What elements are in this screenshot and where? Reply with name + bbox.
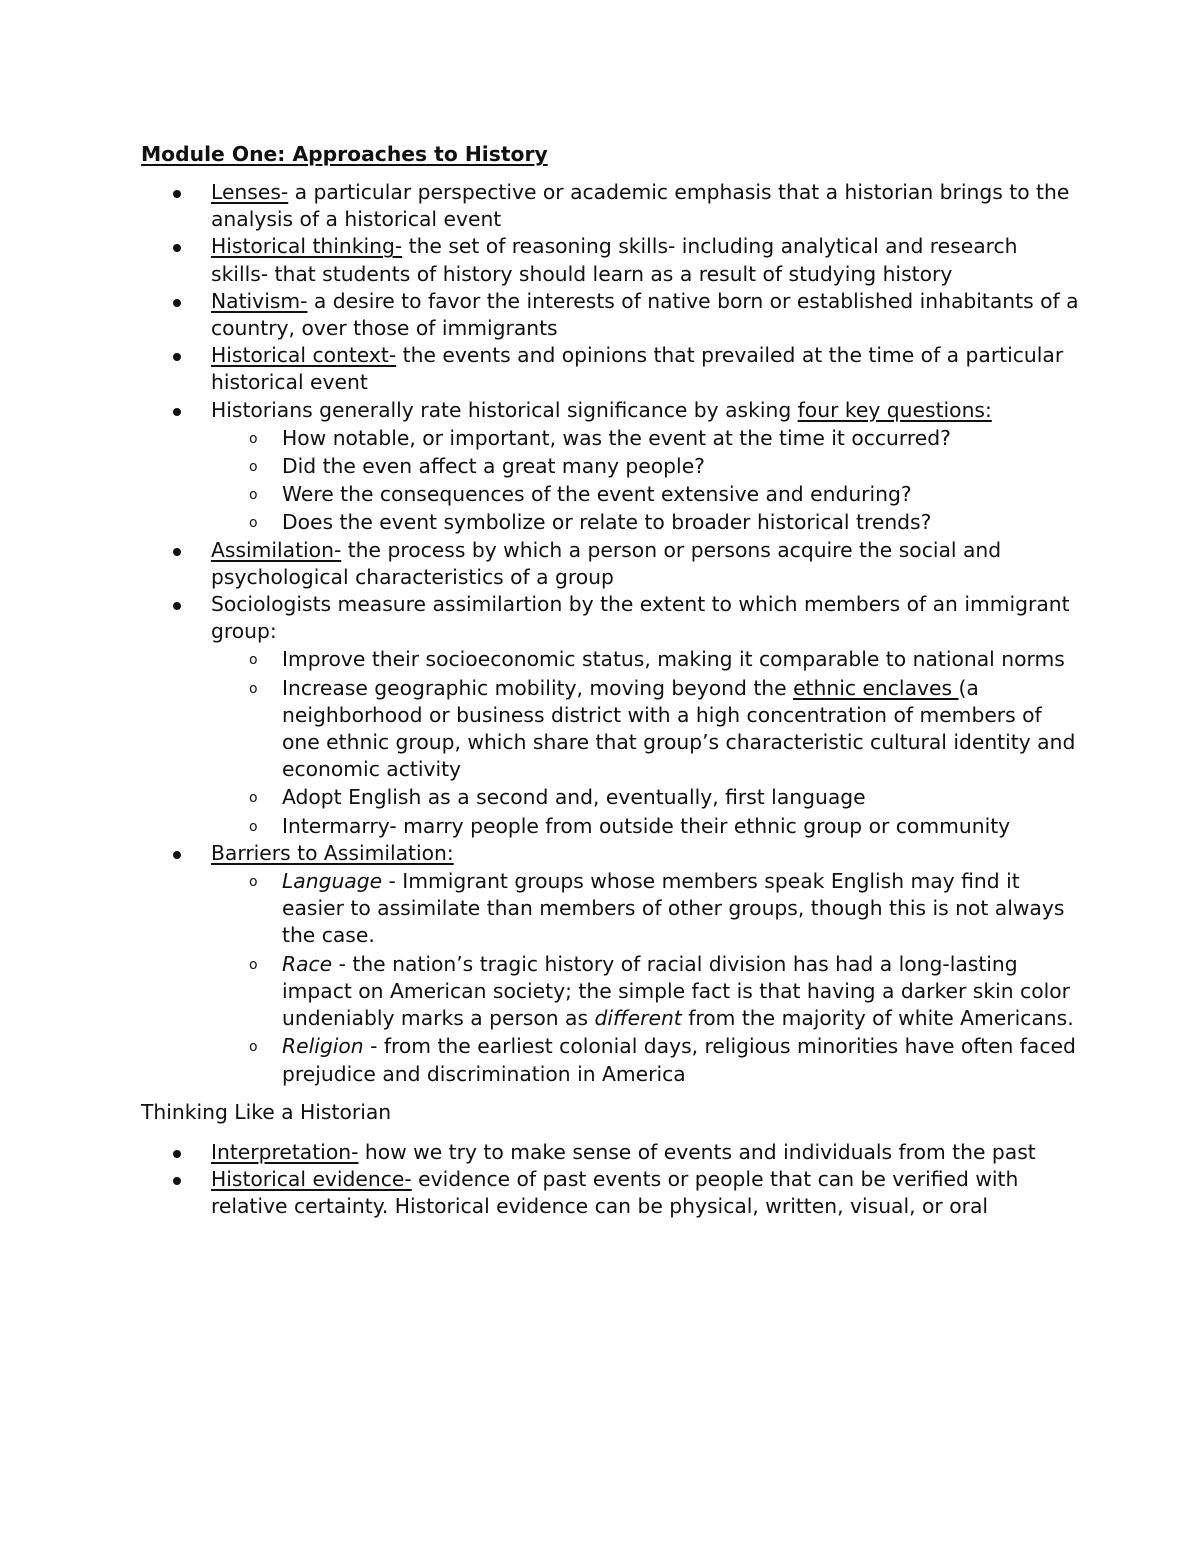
bullet-dot-icon: [173, 408, 181, 416]
bullet-dot-icon: [173, 1177, 181, 1185]
section-heading: Thinking Like a Historian: [141, 1099, 392, 1124]
bullet-dot-icon: [173, 548, 181, 556]
circle-bullet-icon: o: [249, 1039, 258, 1056]
bullet-dot-icon: [173, 299, 181, 307]
list-item: [141, 397, 1081, 537]
circle-bullet-icon: o: [249, 680, 258, 697]
sub-list: [211, 868, 1081, 1088]
definition: the process by which a person or persons acquire the social and psychological characteristics of a group: [211, 537, 1002, 589]
term: Barriers to Assimilation:: [211, 840, 454, 865]
bullet-dot-icon: [173, 1150, 181, 1158]
bullet-dot-icon: [173, 244, 181, 252]
sub-item: o Intermarry- marry people from outside their ethnic group or community: [211, 813, 1081, 840]
list-item: [141, 591, 1081, 840]
circle-bullet-icon: o: [249, 487, 258, 504]
circle-bullet-icon: o: [249, 515, 258, 532]
definition: evidence of past events or people that can be verified with relative certainty. Historical evidence can be physical, written, visual, or oral: [211, 1167, 1019, 1219]
circle-bullet-icon: o: [249, 459, 258, 476]
list-item: [141, 342, 1081, 396]
term: Interpretation-: [211, 1139, 359, 1164]
term: Nativism-: [211, 288, 308, 313]
circle-bullet-icon: o: [249, 874, 258, 891]
sub-item: o Language - Immigrant groups whose members speak English may find it easier to assimilate than members of other groups, though this is not always the case.: [249, 869, 1065, 948]
lead-text: Historians generally rate historical significance by asking: [211, 397, 798, 422]
definition: a particular perspective or academic emphasis that a historian brings to the analysis of a historical event: [211, 180, 1070, 232]
sub-list: [211, 425, 1081, 537]
bullet-dot-icon: [173, 602, 181, 610]
list-item: [141, 233, 1081, 287]
definition: the events and opinions that prevailed at the time of a particular historical event: [211, 343, 1064, 395]
term: Historical thinking-: [211, 234, 403, 259]
term: four key questions:: [797, 397, 992, 422]
circle-bullet-icon: o: [249, 652, 258, 669]
sub-item: o How notable, or important, was the event at the time it occurred?: [211, 425, 1081, 452]
sub-item: o Does the event symbolize or relate to broader historical trends?: [211, 509, 1081, 536]
sub-list: [211, 646, 1081, 839]
term: Historical context-: [211, 343, 397, 368]
circle-bullet-icon: o: [249, 818, 258, 835]
term: Historical evidence-: [211, 1167, 412, 1192]
definition: how we try to make sense of events and individuals from the past: [358, 1139, 1036, 1164]
definition: a desire to favor the interests of native born or established inhabitants of a country, over those of immigrants: [211, 288, 1079, 341]
sub-item: o Increase geographic mobility, moving beyond the ethnic enclaves (a neighborhood or business district with a high concentration of members of one ethnic group, which share that group’s characteristic cultural identity and economic activity: [249, 675, 1076, 782]
bullet-dot-icon: [173, 353, 181, 361]
sub-item: o Adopt English as a second and, eventually, first language: [211, 784, 1081, 811]
term: Assimilation-: [211, 537, 342, 562]
sub-item: o Religion - from the earliest colonial days, religious minorities have often faced prejudice and discrimination in America: [249, 1034, 1076, 1086]
term: Lenses-: [211, 180, 289, 204]
circle-bullet-icon: o: [249, 956, 258, 973]
sub-item: o Did the even affect a great many people?: [211, 453, 1081, 480]
bullet-dot-icon: [173, 190, 181, 198]
list-item: [141, 179, 1081, 233]
sub-item: o Were the consequences of the event extensive and enduring?: [211, 481, 1081, 508]
list-item: [141, 1139, 1081, 1166]
circle-bullet-icon: o: [249, 430, 258, 447]
sub-item: o Improve their socioeconomic status, making it comparable to national norms: [211, 646, 1081, 673]
lead-text: Sociologists measure assimilartion by the extent to which members of an immigrant group:: [211, 592, 1070, 644]
list-item: [141, 840, 1081, 1088]
page-title: Module One: Approaches to History: [141, 142, 548, 166]
main-bullet-list: [141, 179, 1081, 1088]
definition: the set of reasoning skills- including analytical and research skills- that students of history should learn as a result of studying history: [211, 234, 1018, 286]
list-item: [141, 1166, 1081, 1220]
document-page: [141, 140, 1081, 1221]
circle-bullet-icon: o: [249, 790, 258, 807]
list-item: [141, 288, 1081, 342]
term: ethnic enclaves: [793, 675, 959, 700]
bullet-dot-icon: [173, 851, 181, 859]
section2-bullet-list: [141, 1139, 1081, 1221]
sub-item: o Race - the nation’s tragic history of racial division has had a long-lasting impact on American society; the simple fact is that having a darker skin color undeniably marks a person as different from the majority of white Americans.: [249, 951, 1074, 1031]
list-item: [141, 537, 1081, 591]
